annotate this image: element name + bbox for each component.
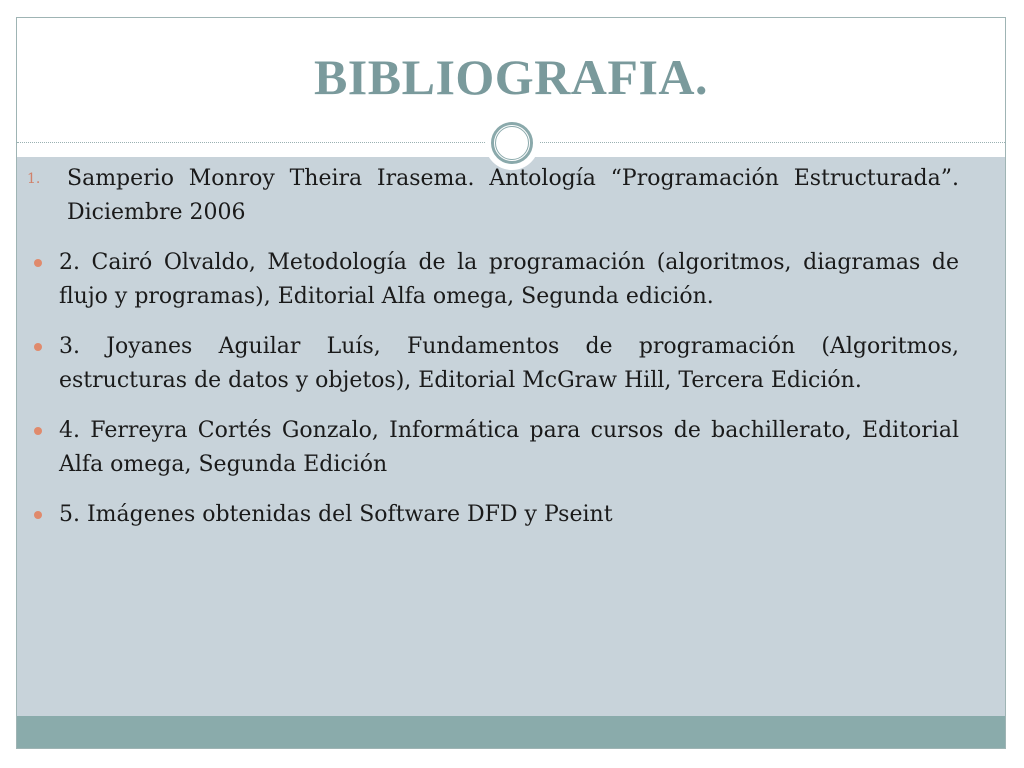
list-item: [27, 498, 959, 532]
divider-ornament-inner: [495, 126, 529, 160]
list-item: [27, 414, 959, 482]
bullet-icon: [34, 427, 42, 435]
footer-band: [17, 716, 1005, 749]
bullet-icon: [34, 259, 42, 267]
list-item: [27, 330, 959, 398]
bullet-icon: [34, 343, 42, 351]
bibliography-list: [27, 162, 959, 548]
bullet-icon: [34, 511, 42, 519]
list-item-text: 4. Ferreyra Cortés Gonzalo, Informática para cursos de bachillerato, Editorial Alfa omega, Segunda Edición: [59, 418, 959, 477]
list-item-text: Samperio Monroy Theira Irasema. Antología “Programación Estructurada”. Diciembre 2006: [67, 166, 959, 225]
list-item-text: 3. Joyanes Aguilar Luís, Fundamentos de programación (Algoritmos, estructuras de datos y objetos), Editorial McGraw Hill, Tercera Edición.: [59, 334, 959, 393]
list-item-text: 5. Imágenes obtenidas del Software DFD y Pseint: [59, 502, 613, 527]
list-item: [27, 246, 959, 314]
list-number: 1.: [27, 171, 41, 187]
slide-title: BIBLIOGRAFIA.: [313, 49, 709, 105]
list-item: [27, 162, 959, 230]
list-item-text: 2. Cairó Olvaldo, Metodología de la programación (algoritmos, diagramas de flujo y programas), Editorial Alfa omega, Segunda edición.: [59, 250, 959, 309]
